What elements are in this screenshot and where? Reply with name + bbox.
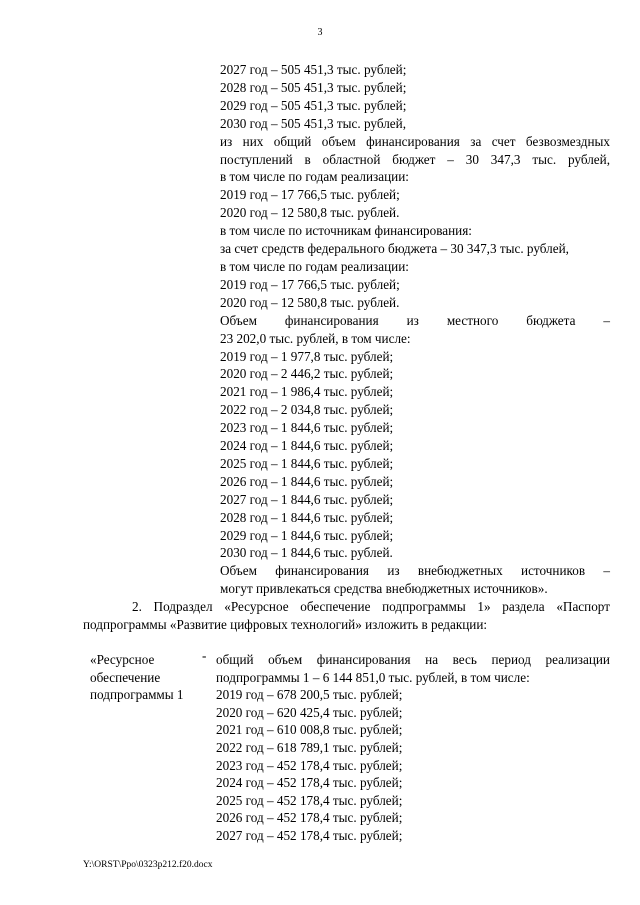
year-line: 2025 год – 1 844,6 тыс. рублей; [220,455,394,471]
year-line: 2020 год – 12 580,8 тыс. рублей. [220,205,400,221]
table-left-cell [90,651,202,704]
year-line: 2020 год – 12 580,8 тыс. рублей. [220,294,400,310]
year-line: 2026 год – 452 178,4 тыс. рублей; [216,810,403,826]
year-line: 2021 год – 1 986,4 тыс. рублей; [220,384,394,400]
table-right-cell [216,651,610,845]
table-dash-cell: - [202,648,207,663]
extrabudgetary-line: могут привлекаться средства внебюджетных источников». [220,581,548,597]
local-budget-total: 23 202,0 тыс. рублей, в том числе: [220,330,411,346]
by-years-caption: в том числе по годам реализации: [220,169,409,185]
year-line: 2025 год – 452 178,4 тыс. рублей; [216,792,403,808]
extrabudgetary-line: Объем финансирования из внебюджетных источников – [220,563,610,579]
left-cell-line: подпрограммы 1 [90,687,184,703]
year-line: 2020 год – 620 425,4 тыс. рублей; [216,704,403,720]
federal-budget-line: за счет средств федерального бюджета – 30 347,3 тыс. рублей, [220,241,569,257]
year-line: 2030 год – 505 451,3 тыс. рублей, [220,115,406,131]
free-receipts-line: поступлений в областной бюджет – 30 347,3 тыс. рублей, [220,151,610,167]
page-number: 3 [317,27,323,38]
year-line: 2024 год – 1 844,6 тыс. рублей; [220,438,394,454]
year-line: 2026 год – 1 844,6 тыс. рублей; [220,473,394,489]
local-budget-line: Объем финансирования из местного бюджета – [220,312,610,328]
year-line: 2028 год – 1 844,6 тыс. рублей; [220,509,394,525]
year-line: 2019 год – 1 977,8 тыс. рублей; [220,348,394,364]
year-line: 2021 год – 610 008,8 тыс. рублей; [216,722,403,738]
amendment-line: 2. Подраздел «Ресурсное обеспечение подпрограммы 1» раздела «Паспорт [132,599,610,614]
left-cell-line: «Ресурсное [90,652,155,667]
year-line: 2023 год – 452 178,4 тыс. рублей; [216,757,403,773]
year-line: 2030 год – 1 844,6 тыс. рублей. [220,545,393,561]
year-line: 2024 год – 452 178,4 тыс. рублей; [216,775,403,791]
year-line: 2029 год – 505 451,3 тыс. рублей; [220,97,407,113]
amendment-paragraph [83,598,610,634]
year-line: 2019 год – 17 766,5 тыс. рублей; [220,276,400,292]
year-line: 2027 год – 452 178,4 тыс. рублей; [216,827,403,843]
year-line: 2028 год – 505 451,3 тыс. рублей; [220,79,407,95]
left-cell-line: обеспечение [90,669,161,685]
years-list-d [220,348,610,563]
years-list-a [220,61,610,133]
year-line: 2027 год – 1 844,6 тыс. рублей; [220,491,394,507]
year-line: 2022 год – 2 034,8 тыс. рублей; [220,402,394,418]
free-receipts-line: из них общий объем финансирования за счет безвозмездных [220,133,610,149]
year-line: 2019 год – 17 766,5 тыс. рублей; [220,187,400,203]
by-sources-caption: в том числе по источникам финансирования: [220,223,472,239]
year-line: 2022 год – 618 789,1 тыс. рублей; [216,739,403,755]
year-line: 2023 год – 1 844,6 тыс. рублей; [220,420,394,436]
year-line: 2019 год – 678 200,5 тыс. рублей; [216,687,403,703]
year-line: 2020 год – 2 446,2 тыс. рублей; [220,366,394,382]
total-funding-line: подпрограммы 1 – 6 144 851,0 тыс. рублей, в том числе: [216,669,530,685]
year-line: 2029 год – 1 844,6 тыс. рублей; [220,527,394,543]
total-funding-line: общий объем финансирования на весь период реализации [216,652,610,667]
file-path-footer: Y:\ORST\Ppo\0323p212.f20.docx [83,860,213,870]
amendment-line: подпрограммы «Развитие цифровых технологий» изложить в редакции: [83,617,488,632]
year-line: 2027 год – 505 451,3 тыс. рублей; [220,62,407,77]
funding-continuation [220,61,610,598]
by-years-caption: в том числе по годам реализации: [220,258,409,274]
